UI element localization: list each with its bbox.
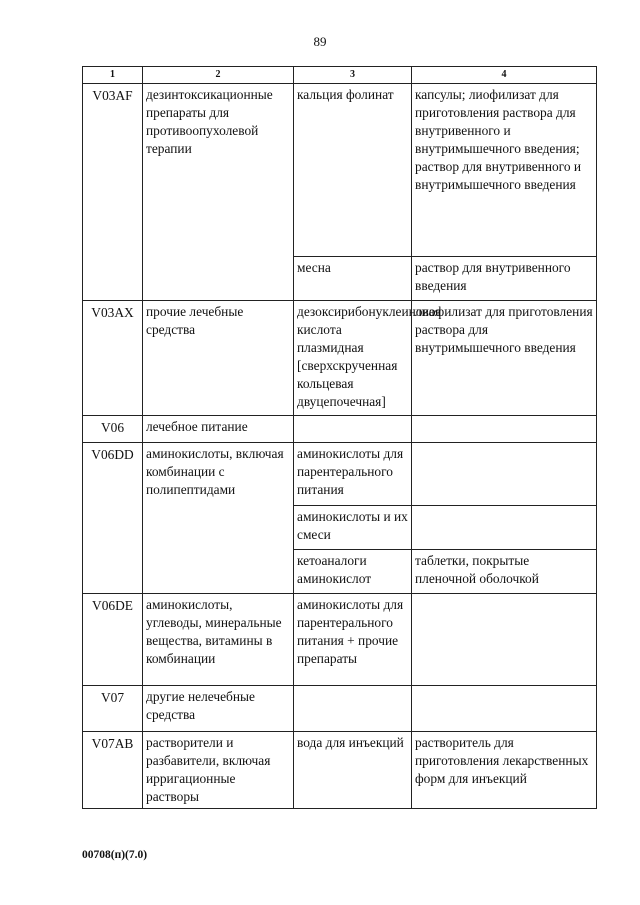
- form-cell: таблетки, покрытые пленочной оболочкой: [412, 550, 597, 594]
- form-cell: [412, 686, 597, 732]
- page-number: 89: [313, 34, 327, 49]
- atc-code-cell: V07: [83, 686, 143, 732]
- atc-code-cell: V06DD: [83, 443, 143, 594]
- atc-code-cell: V03AF: [83, 84, 143, 301]
- table-row: [83, 686, 597, 732]
- group-cell: дезинтоксикационные препараты для противоопухолевой терапии: [143, 84, 294, 301]
- column-header: 1: [83, 67, 143, 84]
- group-cell: лечебное питание: [143, 416, 294, 443]
- drug-cell: месна: [294, 257, 412, 301]
- document-code: 00708(п)(7.0): [82, 849, 148, 861]
- table-row: [83, 416, 597, 443]
- form-cell: [412, 506, 597, 550]
- atc-code-cell: V06DE: [83, 594, 143, 686]
- column-header: 3: [294, 67, 412, 84]
- drug-cell: вода для инъекций: [294, 732, 412, 809]
- form-cell: лиофилизат для приготовления раствора для внутримышечного введения: [412, 301, 597, 416]
- drug-cell: аминокислоты и их смеси: [294, 506, 412, 550]
- table-row: [83, 301, 597, 416]
- form-cell: раствор для внутривенного введения: [412, 257, 597, 301]
- drug-cell: аминокислоты для парентерального питания: [294, 443, 412, 506]
- table-row: [83, 84, 597, 257]
- header-row: [83, 67, 597, 84]
- drug-cell: [294, 416, 412, 443]
- drug-cell: кальция фолинат: [294, 84, 412, 257]
- atc-code-cell: V03AX: [83, 301, 143, 416]
- column-header: 4: [412, 67, 597, 84]
- group-cell: аминокислоты, углеводы, минеральные вещества, витамины в комбинации: [143, 594, 294, 686]
- table-row: [83, 594, 597, 686]
- table-row: [83, 443, 597, 506]
- table-row: [83, 732, 597, 809]
- group-cell: прочие лечебные средства: [143, 301, 294, 416]
- drug-cell: [294, 686, 412, 732]
- form-cell: растворитель для приготовления лекарственных форм для инъекций: [412, 732, 597, 809]
- group-cell: другие нелечебные средства: [143, 686, 294, 732]
- group-cell: растворители и разбавители, включая ирригационные растворы: [143, 732, 294, 809]
- atc-code-cell: V07AB: [83, 732, 143, 809]
- column-header: 2: [143, 67, 294, 84]
- form-cell: капсулы; лиофилизат для приготовления раствора для внутривенного и внутримышечного введения; раствор для внутривенного и внутримышечного введения: [412, 84, 597, 257]
- drug-cell: кетоаналоги аминокислот: [294, 550, 412, 594]
- drug-table: [82, 66, 597, 809]
- form-cell: [412, 443, 597, 506]
- form-cell: [412, 416, 597, 443]
- form-cell: [412, 594, 597, 686]
- group-cell: аминокислоты, включая комбинации с полипептидами: [143, 443, 294, 594]
- drug-cell: аминокислоты для парентерального питания + прочие препараты: [294, 594, 412, 686]
- atc-code-cell: V06: [83, 416, 143, 443]
- drug-cell: дезоксирибонуклеиновая кислота плазмидная [сверхскрученная кольцевая двуцепочечная]: [294, 301, 412, 416]
